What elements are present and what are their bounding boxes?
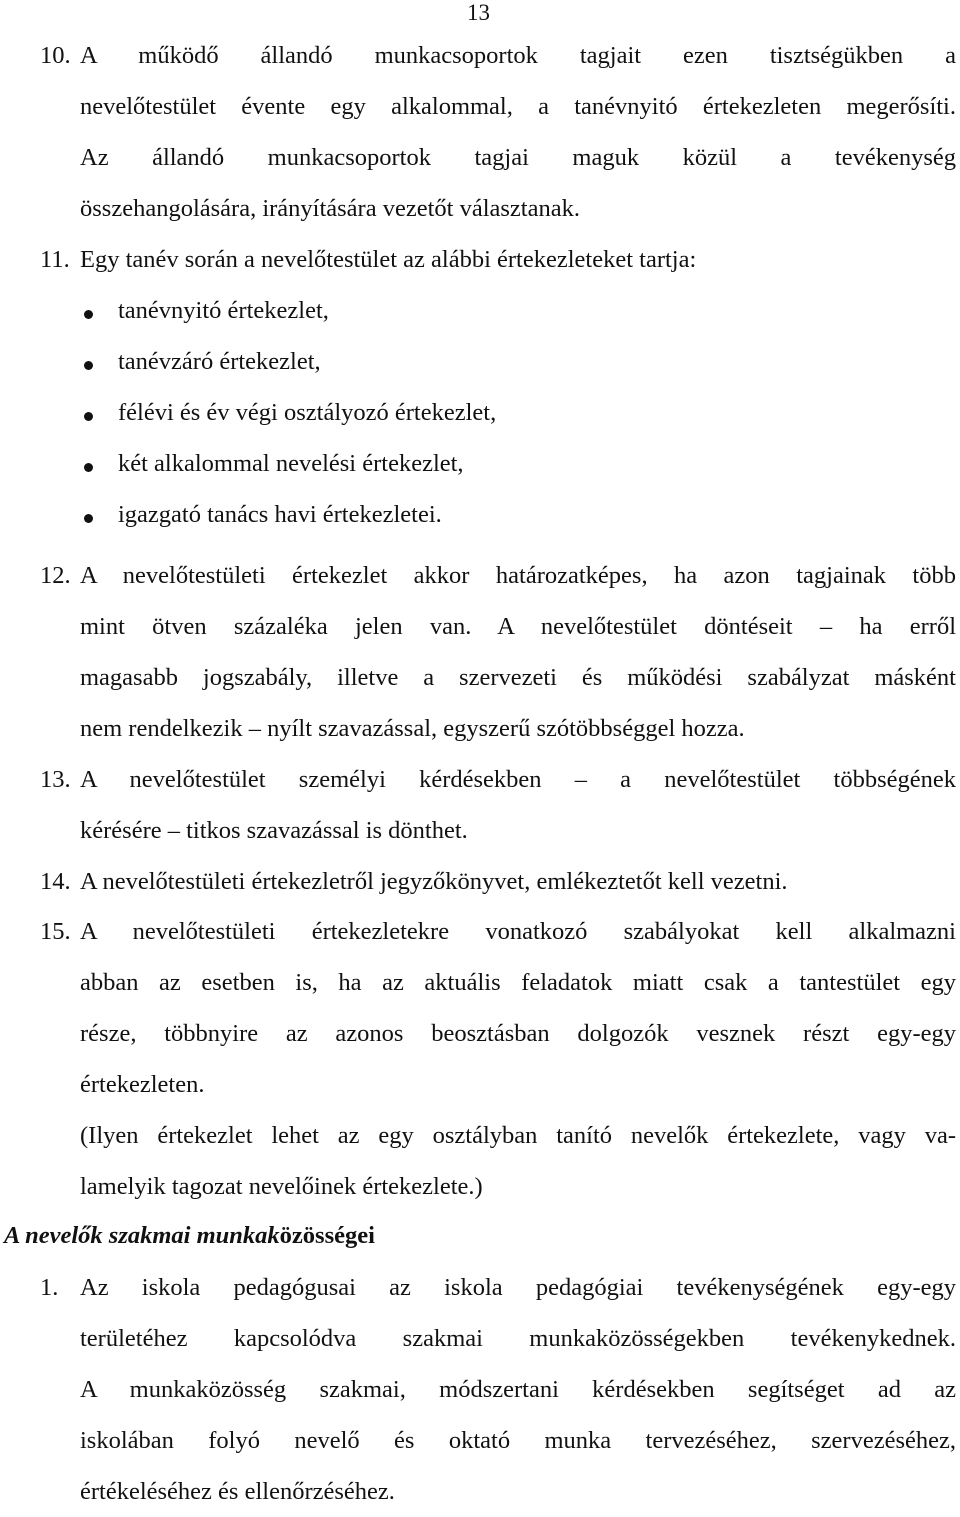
bullet-icon [84, 514, 93, 523]
text-line: Egy tanév során a nevelőtestület az alábbi értekezleteket tartja: [80, 246, 697, 273]
section-heading [4, 1210, 375, 1261]
list-item-11 [80, 234, 956, 285]
text-line: A munkaközösség szakmai, módszertani kérdésekben segítséget ad az [80, 1376, 956, 1403]
list-item-10 [80, 30, 956, 234]
bullet-icon [84, 463, 93, 472]
item-number: 10. [40, 42, 71, 69]
text-line: Az iskola pedagógusai az iskola pedagógiai tevékenységének egy-egy [80, 1274, 956, 1301]
text-line: abban az esetben is, ha az aktuális feladatok miatt csak a tantestület egy [80, 969, 956, 996]
list-item-12 [80, 550, 956, 754]
item-number: 13. [40, 766, 71, 793]
text-line: (Ilyen értekezlet lehet az egy osztályban tanító nevelők értekezlete, vagy va- [80, 1122, 956, 1149]
page-number: 13 [467, 0, 490, 25]
bullet-item: félévi és év végi osztályozó értekezlet, [118, 399, 497, 426]
item-number: 15. [40, 918, 71, 945]
list-item-14 [80, 856, 956, 907]
text-line: értékeléséhez és ellenőrzéséhez. [80, 1478, 395, 1505]
section-heading-italic: A nevelők szakmai munkak [4, 1222, 280, 1249]
text-line: Az állandó munkacsoportok tagjai maguk közül a tevékenység [80, 144, 956, 171]
text-line: mint ötven százaléka jelen van. A nevelőtestület döntéseit – ha erről [80, 613, 956, 640]
bullet-icon [84, 412, 93, 421]
item-number: 11. [40, 246, 70, 273]
bullet-icon [84, 361, 93, 370]
text-line: területéhez kapcsolódva szakmai munkaközösségekben tevékenykednek. [80, 1325, 956, 1352]
list-item-15 [80, 906, 956, 1212]
text-line: része, többnyire az azonos beosztásban dolgozók vesznek részt egy-egy [80, 1020, 956, 1047]
item-number: 1. [40, 1274, 59, 1301]
bullet-item: igazgató tanács havi értekezletei. [118, 501, 442, 528]
text-line: összehangolására, irányítására vezetőt választanak. [80, 195, 580, 222]
item-number: 12. [40, 562, 71, 589]
text-line: értekezleten. [80, 1071, 205, 1098]
text-line: A nevelőtestületi értekezletről jegyzőkönyvet, emlékeztetőt kell vezetni. [80, 868, 788, 895]
bullet-icon [84, 310, 93, 319]
bullet-item: tanévnyitó értekezlet, [118, 297, 329, 324]
text-line: nem rendelkezik – nyílt szavazással, egyszerű szótöbbséggel hozza. [80, 715, 745, 742]
item-number: 14. [40, 868, 71, 895]
text-line: A nevelőtestület személyi kérdésekben – a nevelőtestület többségének [80, 766, 956, 793]
text-line: kérésére – titkos szavazással is dönthet. [80, 817, 468, 844]
list-item-13 [80, 754, 956, 856]
text-line: magasabb jogszabály, illetve a szervezeti és működési szabályzat másként [80, 664, 956, 691]
text-line: A nevelőtestületi értekezletekre vonatkozó szabályokat kell alkalmazni [80, 918, 956, 945]
bullet-item: tanévzáró értekezlet, [118, 348, 321, 375]
text-line: lamelyik tagozat nevelőinek értekezlete.) [80, 1173, 483, 1200]
section-list-item-1 [80, 1262, 956, 1517]
text-line: A működő állandó munkacsoportok tagjait ezen tisztségükben a [80, 42, 956, 69]
bullet-item: két alkalommal nevelési értekezlet, [118, 450, 464, 477]
text-line: nevelőtestület évente egy alkalommal, a tanévnyitó értekezleten megerősíti. [80, 93, 956, 120]
section-heading-upright: özösségei [279, 1222, 375, 1249]
text-line: iskolában folyó nevelő és oktató munka tervezéséhez, szervezéséhez, [80, 1427, 956, 1454]
text-line: A nevelőtestületi értekezlet akkor határozatképes, ha azon tagjainak több [80, 562, 956, 589]
